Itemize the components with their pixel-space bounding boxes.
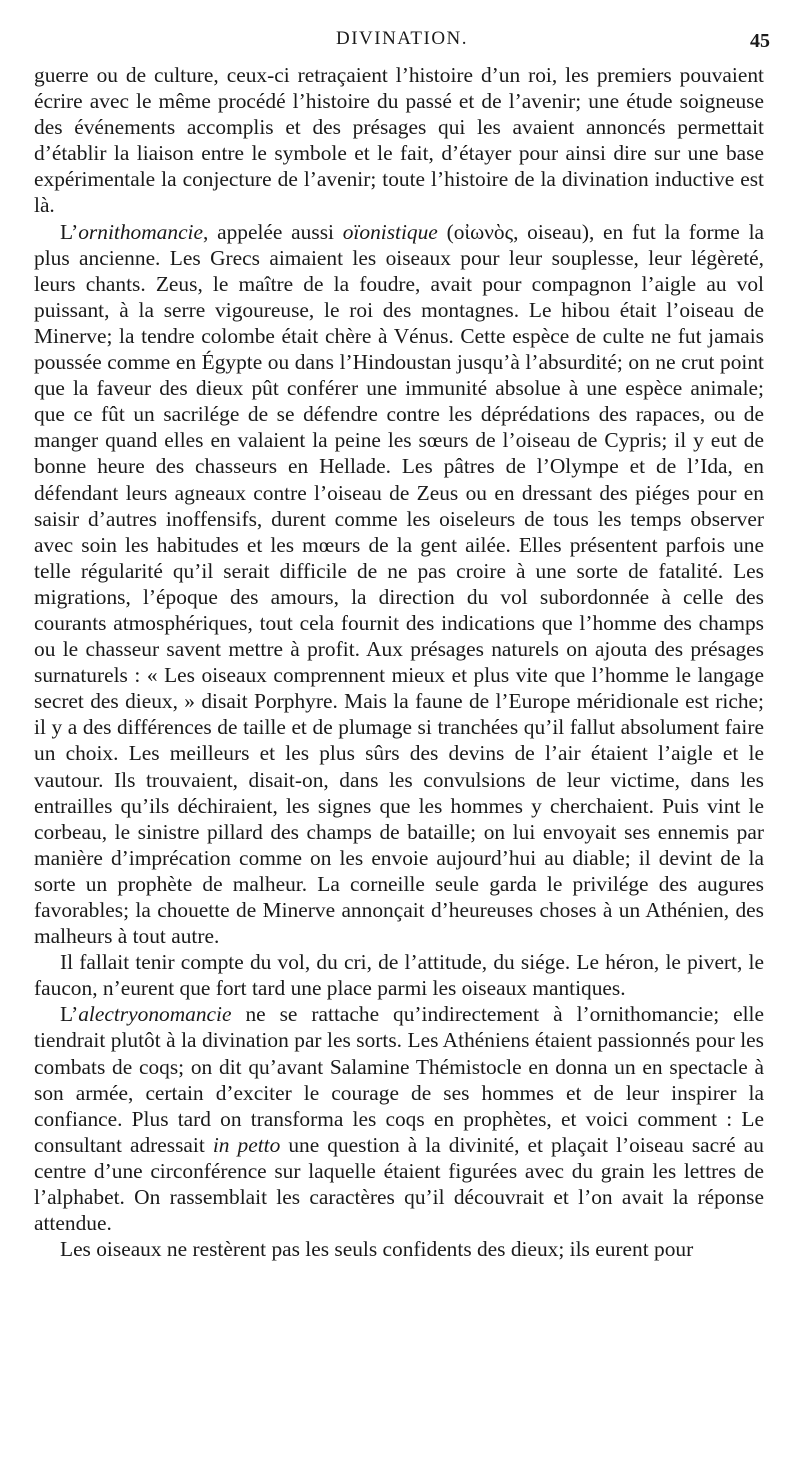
term-ornithomancie: ornithomancie xyxy=(78,219,203,244)
page-header xyxy=(34,28,770,58)
text-run: Les oiseaux ne restèrent pas les seuls confidents des dieux; ils eurent pour xyxy=(60,1237,694,1262)
text-run: Il fallait tenir compte du vol, du cri, de l’attitude, du siége. Le héron, le pivert, le faucon, n’eurent que fort tard une place parmi les oiseaux mantiques. xyxy=(34,950,764,1001)
paragraph-1 xyxy=(34,62,764,219)
term-alectryonomancie: alectryonomancie xyxy=(78,1002,232,1027)
paragraph-5 xyxy=(34,1236,764,1262)
paragraph-4 xyxy=(34,1001,764,1236)
text-run: L’ xyxy=(60,1002,79,1027)
paragraph-3 xyxy=(34,949,764,1001)
body-text xyxy=(34,62,764,1262)
text-run: , appelée aussi xyxy=(203,219,343,244)
running-title: DIVINATION. xyxy=(335,28,469,49)
text-run: L’ xyxy=(60,219,79,244)
page-number: 45 xyxy=(750,30,770,52)
paragraph-2 xyxy=(34,219,764,950)
text-run: ne se rattache qu’indirectement à l’ornithomancie; elle tiendrait plutôt à la divination par les sorts. Les Athéniens étaient passionnés pour les combats de coqs; on dit qu’avant Salamine Thémistocle en donna un en spectacle à son armée, certain d’exciter le courage de ses hommes et de leur inspirer la confiance. Plus tard on transforma les coqs en prophètes, et voici comment : Le consultant adressait xyxy=(34,1002,764,1157)
text-run: une question à la divinité, et plaçait l’oiseau sacré au centre d’une circonférence sur laquelle étaient figurées avec du grain les lettres de l’alphabet. On rassemblait les caractères qu’il découvrait et l’on avait la réponse attendue. xyxy=(34,1132,764,1236)
text-run: guerre ou de culture, ceux-ci retraçaient l’histoire d’un roi, les premiers pouvaient écrire avec le même procédé l’histoire du passé et de l’avenir; une étude soigneuse des événements accomplis et des présages qui les avaient annoncés permettait d’établir la liaison entre le symbole et le fait, d’étayer pour ainsi dire sur une base expérimentale la conjecture de l’avenir; toute l’histoire de la divination inductive est là. xyxy=(34,63,764,218)
text-run: (οἰωνὸς, oiseau), en fut la forme la plus ancienne. Les Grecs aimaient les oiseaux pour leur souplesse, leur légèreté, leurs chants. Zeus, le maître de la foudre, avait pour compagnon l’aigle au vol puissant, à la serre vigoureuse, le roi des montagnes. Le hibou était l’oiseau de Minerve; la tendre colombe était chère à Vénus. Cette espèce de culte ne fut jamais poussée comme en Égypte ou dans l’Hindoustan jusqu’à l’absurdité; on ne crut point que la faveur des dieux pût conférer une immunité absolue à une espèce animale; que ce fût un sacrilége de se défendre contre les déprédations des rapaces, ou de manger quand elles en valaient la peine les sœurs de l’oiseau de Cypris; il y eut de bonne heure des chasseurs en Hellade. Les pâtres de l’Olympe et de l’Ida, en défendant leurs agneaux contre l’oiseau de Zeus ou en dressant des piéges pour en saisir d’autres inoffensifs, durent comme les oiseleurs de tous les temps observer avec soin les habitudes et les mœurs de la gent ailée. Elles présentent parfois une telle régularité qu’il serait difficile de ne pas croire à une sorte de fatalité. Les migrations, l’époque des amours, la direction du vol subordonnée à celle des courants atmosphériques, tout cela fournit des indications que l’homme des champs ou le chasseur savent mettre à profit. Aux présages naturels on ajouta des présages surnaturels : « Les oiseaux comprennent mieux et plus vite que l’homme le langage secret des dieux, » disait Porphyre. Mais la faune de l’Europe méridionale est riche; il y a des différences de taille et de plumage si tranchées qu’il fallut absolument faire un choix. Les meilleurs et les plus sûrs des devins de l’air étaient l’aigle et le vautour. Ils trouvaient, disait-on, dans les convulsions de leur victime, dans les entrailles qu’ils déchiraient, les signes que les hommes y cherchaient. Puis vint le corbeau, le sinistre pillard des champs de bataille; on lui envoyait ses ennemis par manière d’imprécation comme on les envoie aujourd’hui au diable; il devint de la sorte un prophète de malheur. La corneille seule garda le privilége des augures favorables; la chouette de Minerve annonçait d’heureuses choses à un Athénien, des malheurs à tout autre. xyxy=(34,219,764,949)
term-oionistique: oïonistique xyxy=(342,219,438,244)
term-in-petto: in petto xyxy=(212,1132,281,1157)
